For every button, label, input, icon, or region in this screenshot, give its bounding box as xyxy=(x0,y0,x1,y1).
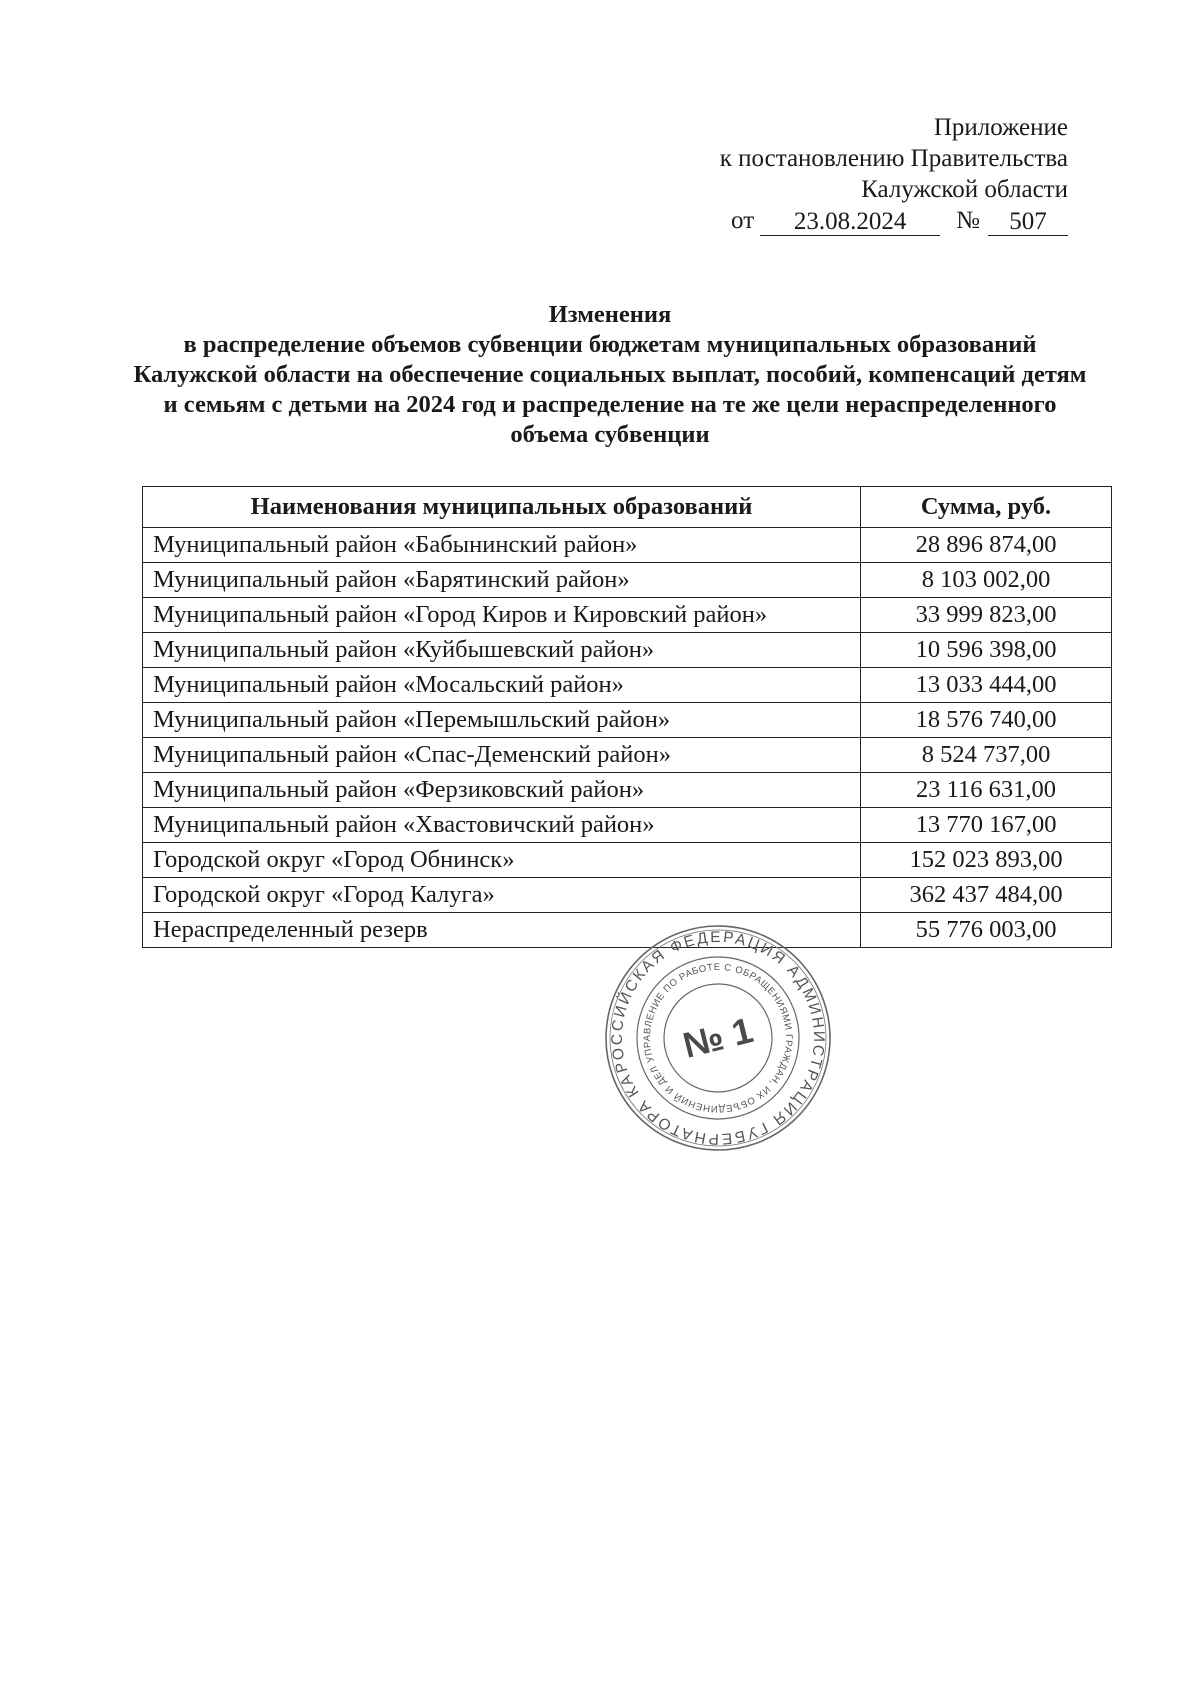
amount: 13 770 167,00 xyxy=(861,808,1112,843)
table-row xyxy=(143,528,1112,563)
title-line: и семьям с детьми на 2024 год и распределение на те же цели нераспределенного xyxy=(163,391,1057,418)
seal-center-number: № 1 xyxy=(678,1009,757,1066)
from-label: от xyxy=(731,207,755,234)
amount: 33 999 823,00 xyxy=(861,598,1112,633)
table-row xyxy=(143,703,1112,738)
municipality-name: Городской округ «Город Калуга» xyxy=(143,878,861,913)
column-header-sum: Сумма, руб. xyxy=(861,487,1112,528)
resolution-date: 23.08.2024 xyxy=(760,209,940,236)
amount: 13 033 444,00 xyxy=(861,668,1112,703)
amount: 8 524 737,00 xyxy=(861,738,1112,773)
municipality-name: Городской округ «Город Обнинск» xyxy=(143,843,861,878)
amount: 362 437 484,00 xyxy=(861,878,1112,913)
table-row xyxy=(143,598,1112,633)
appendix-date-line xyxy=(720,205,1068,236)
municipality-name: Муниципальный район «Куйбышевский район» xyxy=(143,633,861,668)
amount: 18 576 740,00 xyxy=(861,703,1112,738)
municipality-name: Муниципальный район «Мосальский район» xyxy=(143,668,861,703)
municipality-name: Муниципальный район «Барятинский район» xyxy=(143,563,861,598)
municipality-name: Муниципальный район «Спас-Деменский район» xyxy=(143,738,861,773)
seal-inner-text: УПРАВЛЕНИЕ ПО РАБОТЕ С ОБРАЩЕНИЯМИ ГРАЖДАН, ИХ ОБЪЕДИНЕНИЙ И ДЕЛОПРОИЗВОДСТВА xyxy=(641,961,795,1115)
table-row xyxy=(143,878,1112,913)
amount: 8 103 002,00 xyxy=(861,563,1112,598)
document-title xyxy=(100,300,1120,450)
resolution-number: 507 xyxy=(988,209,1068,236)
table-row xyxy=(143,738,1112,773)
appendix-header xyxy=(720,112,1068,236)
amount: 10 596 398,00 xyxy=(861,633,1112,668)
amount: 55 776 003,00 xyxy=(861,913,1112,948)
table-row xyxy=(143,563,1112,598)
number-label: № xyxy=(956,207,980,234)
table-row xyxy=(143,773,1112,808)
municipality-name: Муниципальный район «Хвастовичский район» xyxy=(143,808,861,843)
title-line: в распределение объемов субвенции бюджетам муниципальных образований xyxy=(183,331,1037,358)
seal-outer-text: РОССИЙСКАЯ ФЕДЕРАЦИЯ АДМИНИСТРАЦИЯ ГУБЕРНАТОРА КАЛУЖСКОЙ xyxy=(608,928,828,1148)
appendix-label: Приложение xyxy=(933,114,1068,141)
column-header-name: Наименования муниципальных образований xyxy=(143,487,861,528)
municipality-name: Муниципальный район «Ферзиковский район» xyxy=(143,773,861,808)
title-line: объема субвенции xyxy=(510,421,710,448)
title-line: Калужской области на обеспечение социальных выплат, пособий, компенсаций детям xyxy=(133,361,1087,388)
official-seal xyxy=(602,922,834,1154)
amount: 152 023 893,00 xyxy=(861,843,1112,878)
table-row xyxy=(143,808,1112,843)
amount: 23 116 631,00 xyxy=(861,773,1112,808)
table-header-row xyxy=(143,487,1112,528)
table-row xyxy=(143,668,1112,703)
table-row xyxy=(143,843,1112,878)
appendix-region: Калужской области xyxy=(861,176,1068,203)
appendix-resolution: к постановлению Правительства xyxy=(719,145,1068,172)
municipality-name: Нераспределенный резерв xyxy=(143,913,861,948)
title-line: Изменения xyxy=(548,301,672,328)
municipality-name: Муниципальный район «Город Киров и Кировский район» xyxy=(143,598,861,633)
municipality-name: Муниципальный район «Перемышльский район» xyxy=(143,703,861,738)
table-row xyxy=(143,633,1112,668)
amount: 28 896 874,00 xyxy=(861,528,1112,563)
municipality-name: Муниципальный район «Бабынинский район» xyxy=(143,528,861,563)
distribution-table xyxy=(142,486,1112,948)
